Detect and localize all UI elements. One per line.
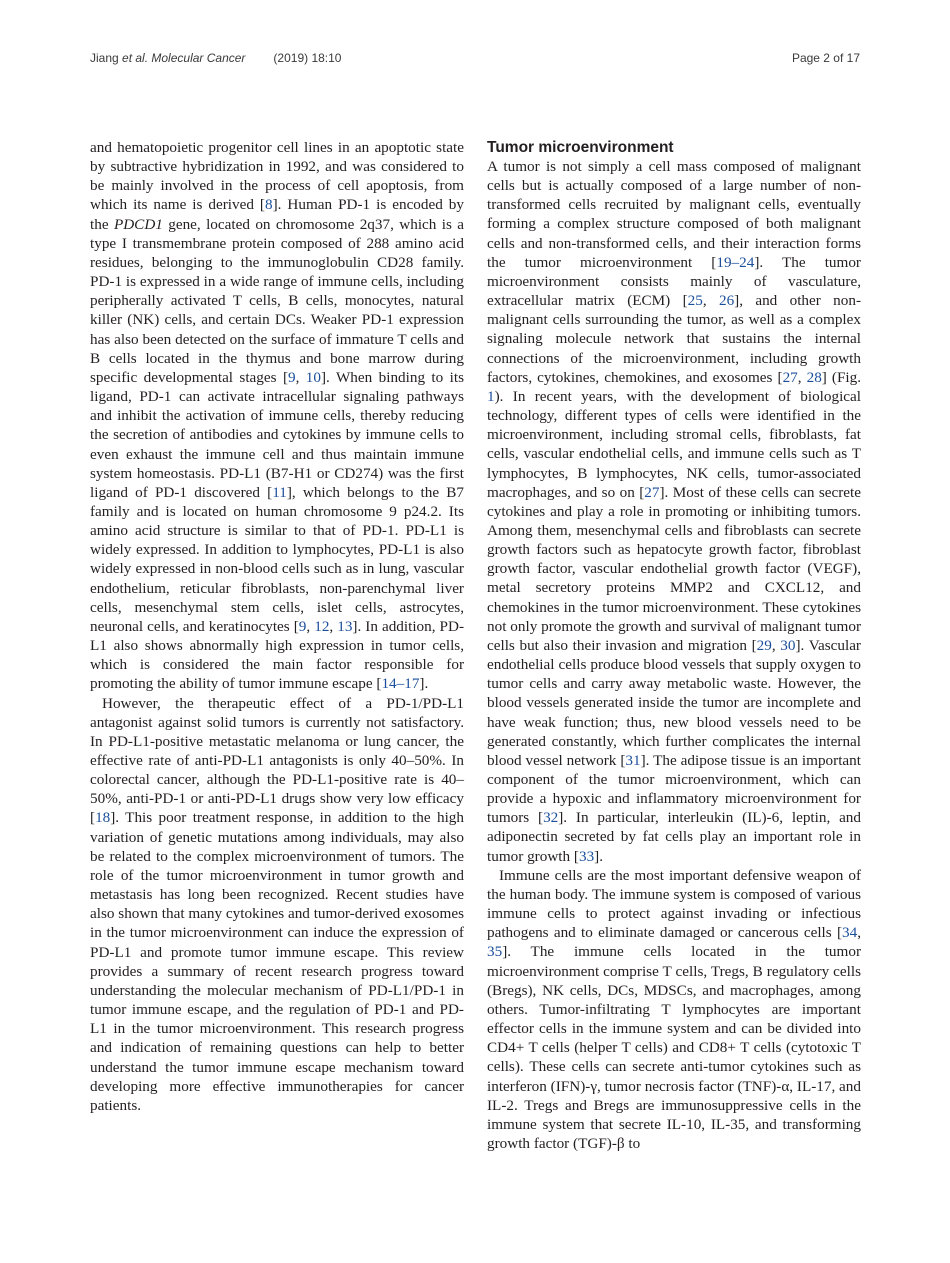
section-heading: Tumor microenvironment <box>487 139 674 156</box>
reference-link[interactable]: 12 <box>314 617 330 635</box>
paragraph-immune-cells: Immune cells are the most important defensive weapon of the human body. The immune system is composed of various immune cells to protect against invading or infectious pathogens and to eliminate damaged or cancerous cells [34, 35]. The immune cells located in the tumor microenvironment comprise T cells, Tregs, B regulatory cells (Bregs), NK cells, DCs, MDSCs, and macrophages, among others. Tumor-infiltrating T lymphocytes are important effector cells in the immune system and can be divided into CD4+ T cells (helper T cells) and CD8+ T cells (cytotoxic T cells). These cells can secrete anti-tumor cytokines such as interferon (IFN)-γ, tumor necrosis factor (TNF)-α, IL-17, and IL-2. Tregs and Bregs are immunosuppressive cells in the immune system that secrete IL-10, IL-35, and transforming growth factor (TGF)-β to <box>487 866 861 1152</box>
reference-link[interactable]: 18 <box>95 809 111 827</box>
reference-link[interactable]: 30 <box>780 636 796 654</box>
reference-link[interactable]: 11 <box>272 483 287 501</box>
paragraph-therapeutic-effect: However, the therapeutic effect of a PD-1/PD-L1 antagonist against solid tumors is currently not satisfactory. In PD-L1-positive metastatic melanoma or lung cancer, the effective rate of anti-PD-L1 antagonists is only 40–50%. In colorectal cancer, although the PD-L1-positive rate is 40–50%, anti-PD-1 or anti-PD-L1 drugs show very low efficacy [18]. This poor treatment response, in addition to the high variation of genetic mutations among individuals, may also be related to the complex microenvironment of tumors. The role of the tumor microenvironment in tumor growth and metastasis has long been recognized. Recent studies have also shown that many cytokines and tumor-derived exosomes in the tumor microenvironment can induce the expression of PD-L1 and promote tumor immune escape. This review provides a summary of recent research progress toward understanding the molecular mechanism of PD-L1/PD-1 in tumor immune escape, and the regulation of PD-1 and PD-L1 in the tumor microenvironment. This research progress and indication of remaining questions can help to better understand the tumor immune escape mechanism toward developing more effective immunotherapies for cancer patients. <box>90 694 464 1114</box>
reference-link[interactable]: 26 <box>718 292 735 310</box>
running-header <box>90 50 341 66</box>
reference-link[interactable]: 25 <box>687 292 703 310</box>
header-authors: Jiang <box>90 51 123 65</box>
page-number: Page 2 of 17 <box>791 51 860 65</box>
reference-link[interactable]: 19–24 <box>716 253 755 271</box>
reference-link[interactable]: 31 <box>625 751 641 769</box>
reference-link[interactable]: 9 <box>288 368 296 386</box>
header-citation: (2019) 18:10 <box>273 51 342 65</box>
reference-link[interactable]: 27 <box>782 368 798 386</box>
reference-link[interactable]: 29 <box>756 636 772 654</box>
figure-link[interactable]: 1 <box>487 387 495 405</box>
reference-link[interactable]: 33 <box>578 847 595 865</box>
reference-link[interactable]: 8 <box>264 196 273 214</box>
reference-link[interactable]: 14–17 <box>381 675 420 693</box>
left-column <box>90 138 464 1115</box>
header-et-al: et al. <box>122 51 149 65</box>
right-column <box>487 138 861 1153</box>
reference-link[interactable]: 28 <box>806 368 822 386</box>
reference-link[interactable]: 10 <box>305 368 321 386</box>
paragraph-tumor-microenvironment: A tumor is not simply a cell mass composed of malignant cells but is actually composed of a large number of non-transformed cells recruited by malignant cells, eventually forming a complex structure composed of both malignant cells and non-transformed cells, and their interaction forms the tumor microenvironment [19–24]. The tumor microenvironment consists mainly of vasculature, extracellular matrix (ECM) [25, 26], and other non-malignant cells surrounding the tumor, as well as a complex signaling molecule network that sustains the internal connections of the microenvironment, including growth factors, cytokines, chemokines, and exosomes [27, 28] (Fig. 1). In recent years, with the development of biological technology, different types of cells were identified in the microenvironment, including stromal cells, fibroblasts, fat cells, vascular endothelial cells, and immune cells such as T lymphocytes, B lymphocytes, NK cells, tumor-associated macrophages, and so on [27]. Most of these cells can secrete cytokines and play a role in promoting or inhibiting tumors. Among them, mesenchymal cells and fibroblasts can secrete growth factors such as hepatocyte growth factor, fibroblast growth factor, vascular endothelial growth factor (VEGF), metal secretory proteins MMP2 and CXCL12, and chemokines in the tumor microenvironment. These cytokines not only promote the growth and survival of malignant tumor cells but also their invasion and migration [29, 30]. Vascular endothelial cells produce blood vessels that supply oxygen to tumor cells and carry away metabolic waste. However, the blood vessels generated inside the tumor are incomplete and have weak function; thus, new blood vessels need to be generated constantly, which further complicates the internal blood vessel network [31]. The adipose tissue is an important component of the tumor microenvironment, which can provide a hypoxic and inflammatory microenvironment for tumors [32]. In particular, interleukin (IL)-6, leptin, and adiponectin secreted by fat cells play an important role in tumor growth [33]. <box>487 158 862 865</box>
reference-link[interactable]: 9 <box>298 617 307 635</box>
paragraph-pd1-background: and hematopoietic progenitor cell lines in an apoptotic state by subtractive hybridization in 1992, and was considered to be mainly involved in the process of cell apoptosis, from which its name is derived [8]. Human PD-1 is encoded by the PDCD1 gene, located on chromosome 2q37, which is a type I transmembrane protein composed of 288 amino acid residues, belonging to the immunoglobulin CD28 family. PD-1 is expressed in a wide range of immune cells, including peripherally activated T cells, B cells, monocytes, natural killer (NK) cells, and certain DCs. Weaker PD-1 expression has also been detected on the surface of immature T cells and B cells located in the thymus and bone marrow during specific developmental stages [9, 10]. When binding to its ligand, PD-1 can activate intracellular signaling pathways and inhibit the activation of immune cells, thereby reducing the secretion of antibodies and cytokines by immune cells to even exhaust the immune cell and thus maintain immune system homeostasis. PD-L1 (B7-H1 or CD274) was the first ligand of PD-1 discovered [11], which belongs to the B7 family and is located on human chromosome 9 p24.2. Its amino acid structure is similar to that of PD-1. PD-L1 is widely expressed. In addition to lymphocytes, PD-L1 is also widely expressed in non-blood cells such as in lung, vascular endothelium, reticular fibroblasts, non-parenchymal liver cells, mesenchymal stem cells, islet cells, astrocytes, neuronal cells, and keratinocytes [9, 12, 13]. In addition, PD-L1 also shows abnormally high expression in tumor cells, which is considered the main factor responsible for promoting the ability of tumor immune escape [14–17]. <box>90 139 465 693</box>
reference-link[interactable]: 34 <box>842 924 858 942</box>
reference-link[interactable]: 13 <box>337 617 353 635</box>
header-journal: Molecular Cancer <box>148 51 246 65</box>
reference-link[interactable]: 35 <box>487 943 503 961</box>
reference-link[interactable]: 27 <box>644 483 660 501</box>
gene-name: PDCD1 <box>113 215 163 233</box>
reference-link[interactable]: 32 <box>543 809 559 827</box>
